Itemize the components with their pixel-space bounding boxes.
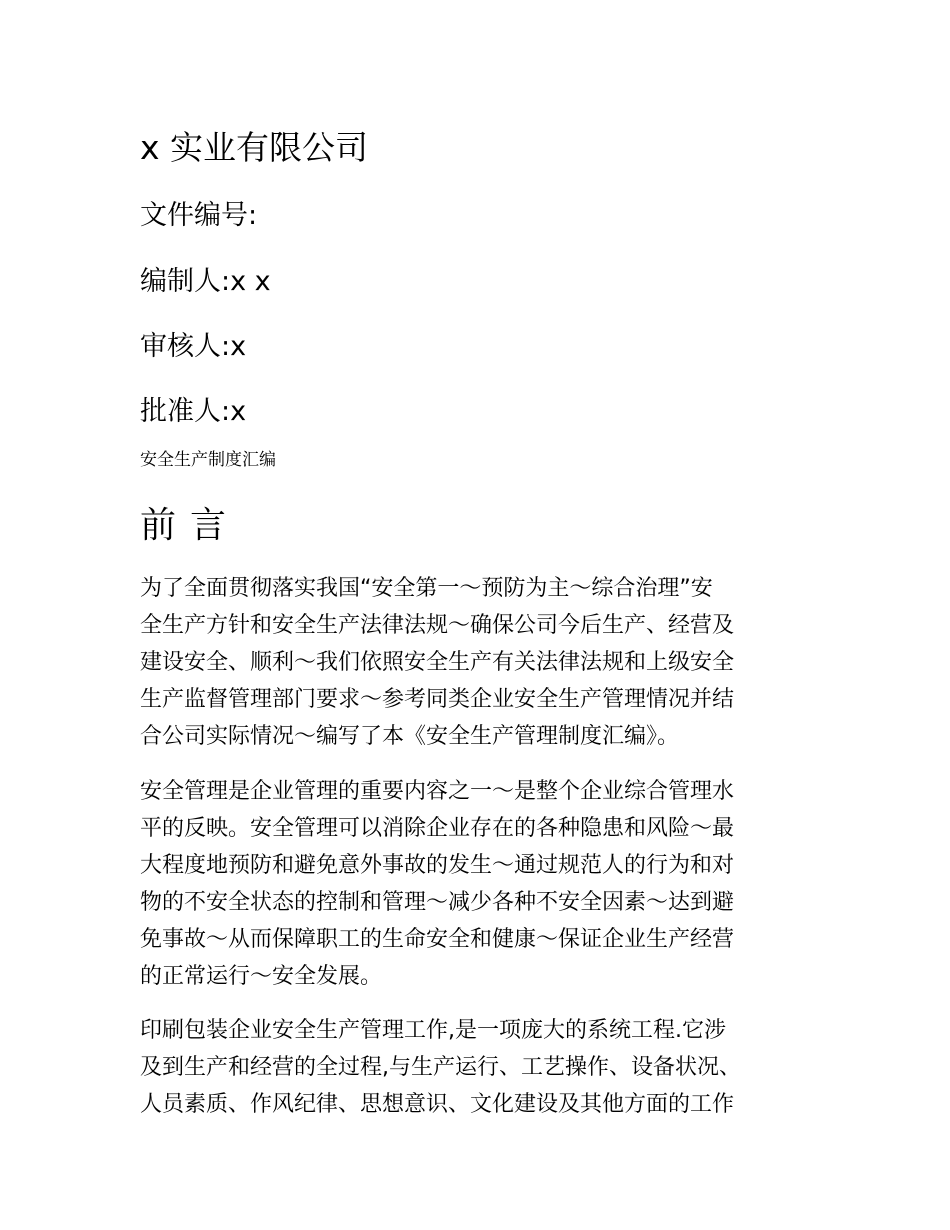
paragraph-line: 人员素质、作风纪律、思想意识、文化建设及其他方面的工作 (140, 1092, 735, 1117)
approver-field: 批准人:x (140, 396, 247, 427)
paragraph-line: 安全管理是企业管理的重要内容之一～是整个企业综合管理水 (140, 779, 735, 804)
paragraph-line: 印刷包装企业安全生产管理工作,是一项庞大的系统工程.它涉 (140, 1018, 726, 1043)
paragraph-line: 为了全面贯彻落实我国“安全第一～预防为主～综合治理”安 (140, 576, 713, 601)
company-name: x 实业有限公司 (140, 128, 369, 167)
file-number-label: 文件编号: (140, 200, 258, 231)
paragraph-line: 大程度地预防和避免意外事故的发生～通过规范人的行为和对 (140, 853, 735, 878)
paragraph-line: 免事故～从而保障职工的生命安全和健康～保证企业生产经营 (140, 927, 735, 952)
preface-paragraph-1 (140, 570, 800, 755)
reviewer-field: 审核人:x (140, 331, 247, 362)
section-title-preface: 前言 (140, 505, 241, 546)
paragraph-line: 平的反映。安全管理可以消除企业存在的各种隐患和风险～最 (140, 816, 735, 841)
preface-paragraph-2 (140, 773, 800, 995)
paragraph-line: 合公司实际情况～编写了本《安全生产管理制度汇编》。 (140, 724, 680, 749)
document-subtitle: 安全生产制度汇编 (140, 450, 276, 470)
paragraph-line: 物的不安全状态的控制和管理～减少各种不安全因素～达到避 (140, 890, 735, 915)
preface-paragraph-3 (140, 1012, 800, 1123)
paragraph-line: 及到生产和经营的全过程,与生产运行、工艺操作、设备状况、 (140, 1055, 741, 1080)
paragraph-line: 全生产方针和安全生产法律法规～确保公司今后生产、经营及 (140, 613, 735, 638)
compiler-field: 编制人:x x (140, 266, 271, 297)
paragraph-line: 的正常运行～安全发展。 (140, 964, 383, 989)
paragraph-line: 生产监督管理部门要求～参考同类企业安全生产管理情况并结 (140, 687, 735, 712)
paragraph-line: 建设安全、顺利～我们依照安全生产有关法律法规和上级安全 (140, 650, 735, 675)
